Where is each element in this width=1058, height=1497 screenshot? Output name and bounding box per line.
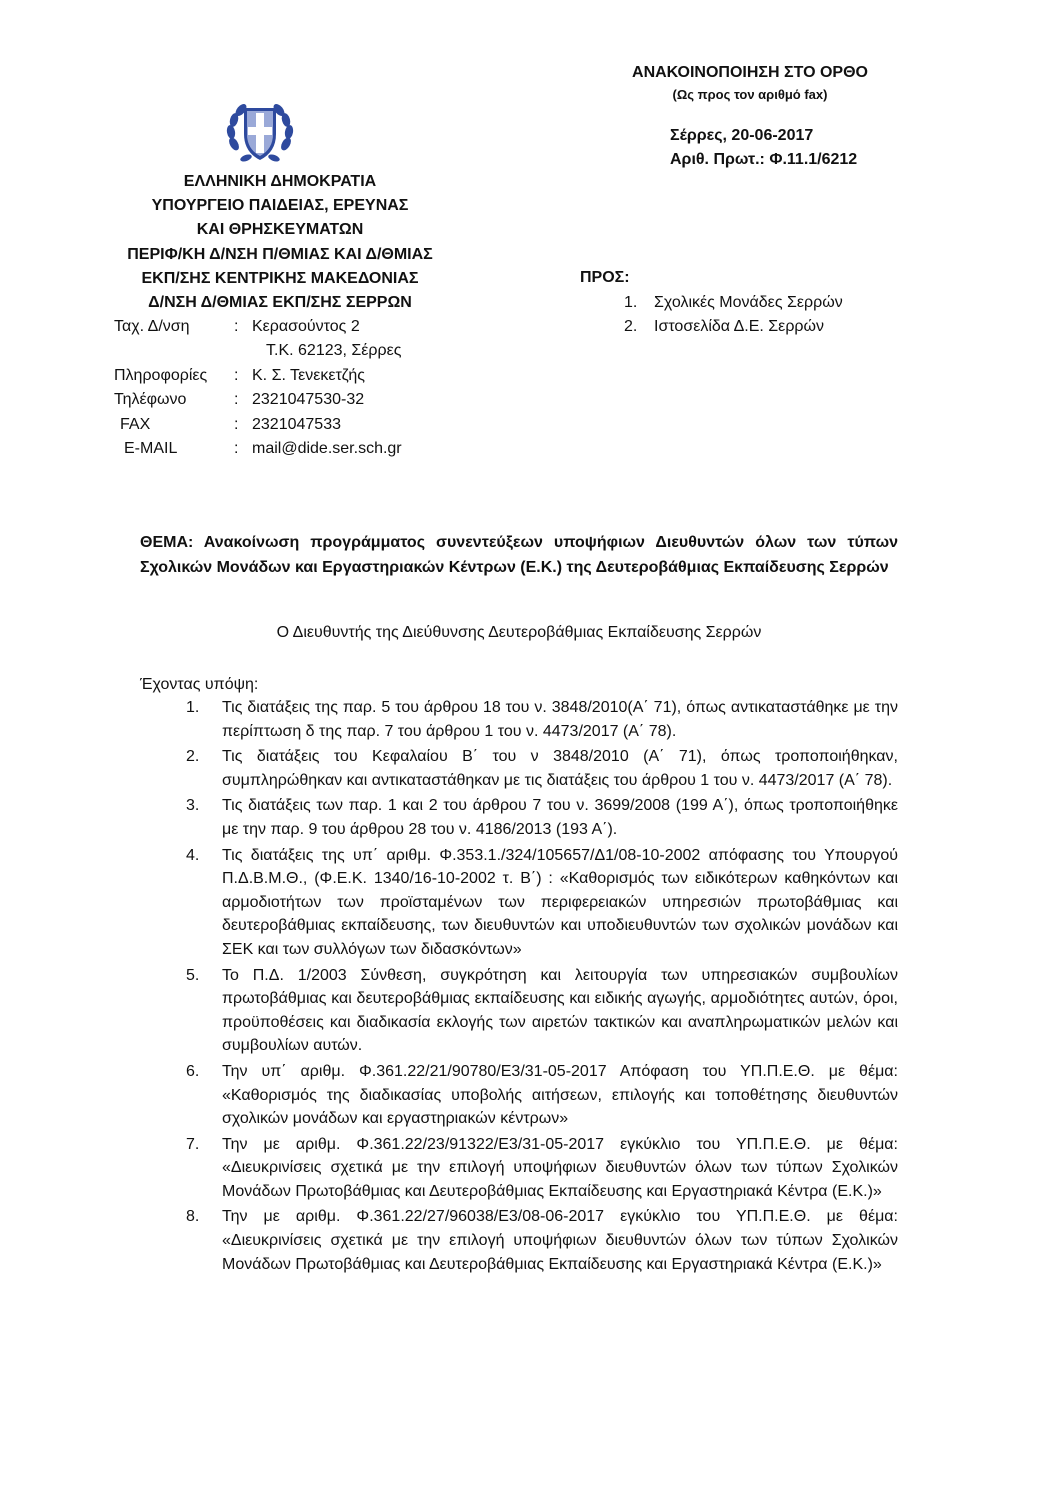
recipient-text: Ιστοσελίδα Δ.Ε. Σερρών xyxy=(654,318,825,336)
list-item xyxy=(186,1205,898,1276)
recipient-item xyxy=(624,291,843,315)
contact-row-postal xyxy=(114,339,402,363)
list-item xyxy=(186,964,898,1058)
list-item xyxy=(186,745,898,792)
recipient-item xyxy=(624,315,843,339)
contact-label: Τηλέφωνο xyxy=(114,391,187,409)
contact-label: E-MAIL xyxy=(124,439,178,457)
contact-row-email xyxy=(114,437,402,461)
contact-label: Πληροφορίες xyxy=(114,366,208,384)
item-text: Τις διατάξεις των παρ. 1 και 2 του άρθρου 7 του ν. 3699/2008 (199 Α΄), όπως τροποποιήθηκε με την παρ. 9 του άρθρου 28 του ν. 4186/2013 (193 Α΄). xyxy=(222,797,898,838)
contact-label: Ταχ. Δ/νση xyxy=(114,318,190,335)
item-text: Τις διατάξεις της υπ΄ αριθμ. Φ.353.1./324/105657/Δ1/08-10-2002 απόφασης του Υπουργού Π.Δ.Β.Μ.Θ., (Φ.Ε.Κ. 1340/16-10-2002 τ. Β΄) : «Καθορισμός των ειδικότερων καθηκόντων και αρμοδιοτήτων των προϊσταμένων των περιφερειακών υπηρεσιών πρωτοβάθμιας και δευτεροβάθμιας εκπαίδευσης, των διευθυντών και υποδιευθυντών των σχολικών μονάδων και ΣΕΚ και των συλλόγων των διδασκόντων» xyxy=(222,846,898,958)
contact-value: Κ. Σ. Τενεκετζής xyxy=(252,366,365,384)
item-number: 1. xyxy=(186,699,200,716)
contact-colon: : xyxy=(234,391,239,409)
date-line: Σέρρες, 20-06-2017 xyxy=(670,127,814,144)
recipients-label: ΠΡΟΣ: xyxy=(580,269,630,286)
item-number: 5. xyxy=(186,966,200,984)
item-text: Το Π.Δ. 1/2003 Σύνθεση, συγκρότηση και λειτουργία των υπηρεσιακών συμβουλίων πρωτοβάθμιας και δευτεροβάθμιας εκπαίδευσης και ειδικής αγωγής, αρμοδιότητες αυτών, όροι, προϋποθέσεις και διαδικασία εκλογής των αιρετών τακτικών και αναπληρωματικών μελών και συμβουλίων αυτών. xyxy=(222,966,898,1055)
contact-value: 2321047533 xyxy=(252,415,341,433)
date-protocol-block xyxy=(670,124,857,172)
director-heading: Ο Διευθυντής της Διεύθυνσης Δευτεροβάθμιας Εκπαίδευσης Σερρών xyxy=(276,624,762,641)
contact-colon: : xyxy=(234,366,239,384)
item-number: 2. xyxy=(186,748,200,766)
authority-line: ΥΠΟΥΡΓΕΙΟ ΠΑΙΔΕΙΑΣ, ΕΡΕΥΝΑΣ xyxy=(151,197,409,215)
contact-row-info xyxy=(114,364,402,388)
contact-value: Κερασούντος 2 xyxy=(252,318,360,335)
item-text: Την υπ΄ αριθμ. Φ.361.22/21/90780/Ε3/31-05-2017 Απόφαση του ΥΠ.Π.Ε.Θ. με θέμα: «Καθορισμός της διαδικασίας υποβολής αιτήσεων, επιλογής και τοποθέτησης διευθυντών σχολικών μονάδων και εργαστηριακών κέντρων» xyxy=(222,1062,898,1128)
recipient-number: 1. xyxy=(624,294,638,311)
contact-colon: : xyxy=(234,415,239,433)
item-number: 7. xyxy=(186,1135,200,1153)
item-number: 6. xyxy=(186,1062,200,1080)
authority-line: ΕΛΛΗΝΙΚΗ ΔΗΜΟΚΡΑΤΙΑ xyxy=(183,173,377,190)
authority-line: ΠΕΡΙΦ/ΚΗ Δ/ΝΣΗ Π/ΘΜΙΑΣ ΚΑΙ Δ/ΘΜΙΑΣ xyxy=(127,245,433,263)
notice-title: ΑΝΑΚΟΙΝΟΠΟΙΗΣΗ ΣΤΟ ΟΡΘΟ xyxy=(632,64,868,81)
item-number: 8. xyxy=(186,1208,200,1226)
contact-details xyxy=(114,315,402,461)
authority-line: Δ/ΝΣΗ Δ/ΘΜΙΑΣ ΕΚΠ/ΣΗΣ ΣΕΡΡΩΝ xyxy=(148,294,412,312)
item-number: 4. xyxy=(186,846,200,864)
list-item xyxy=(186,1060,898,1131)
contact-value: Τ.Κ. 62123, Σέρρες xyxy=(266,342,402,360)
item-text: Τις διατάξεις της παρ. 5 του άρθρου 18 του ν. 3848/2010(Α΄ 71), όπως αντικαταστάθηκε με την περίπτωση δ της παρ. 7 του άρθρου 1 του ν. 4473/2017 (Α΄ 78). xyxy=(222,699,898,740)
contact-colon: : xyxy=(234,318,239,335)
subject-line: ΘΕΜΑ: Ανακοίνωση προγράμματος συνεντεύξεων υποψήφιων Διευθυντών όλων των τύπων Σχολικών Μονάδων και Εργαστηριακών Κέντρων (Ε.Κ.) της Δευτεροβάθμιας Εκπαίδευσης Σερρών xyxy=(140,534,898,576)
authority-line: ΚΑΙ ΘΡΗΣΚΕΥΜΑΤΩΝ xyxy=(196,221,364,239)
authority-line: ΕΚΠ/ΣΗΣ ΚΕΝΤΡΙΚΗΣ ΜΑΚΕΔΟΝΙΑΣ xyxy=(141,269,419,287)
issuing-authority xyxy=(90,170,470,315)
item-text: Την με αριθμ. Φ.361.22/23/91322/Ε3/31-05-2017 εγκύκλιο του ΥΠ.Π.Ε.Θ. με θέμα: «Διευκρινίσεις σχετικά με την επιλογή υποψήφιων διευθυντών όλων των τύπων Σχολικών Μονάδων Πρωτοβάθμιας και Δευτεροβάθμιας Εκπαίδευσης και Εργαστηριακά Κέντρα (Ε.Κ.)» xyxy=(222,1135,898,1200)
item-text: Τις διατάξεις του Κεφαλαίου Β΄ του ν 3848/2010 (Α΄ 71), όπως τροποποιήθηκαν, συμπληρώθηκαν και αντικαταστάθηκαν με τις διατάξεις του άρθρου 1 του ν. 4473/2017 (Α΄ 78). xyxy=(222,748,898,789)
list-item xyxy=(186,1133,898,1204)
notice-subtitle: (Ως προς τον αριθμό fax) xyxy=(672,87,828,102)
list-item xyxy=(186,794,898,841)
contact-colon: : xyxy=(234,439,239,457)
protocol-number: Αριθ. Πρωτ.: Φ.11.1/6212 xyxy=(670,151,858,168)
contact-label: FAX xyxy=(120,415,151,433)
contact-value: 2321047530-32 xyxy=(252,391,365,409)
contact-row-phone xyxy=(114,388,402,412)
email-link[interactable]: mail@dide.ser.sch.gr xyxy=(252,439,402,457)
notice-header xyxy=(560,62,940,106)
recipient-text: Σχολικές Μονάδες Σερρών xyxy=(654,294,843,311)
legal-references-list xyxy=(186,696,898,1278)
item-text: Την με αριθμ. Φ.361.22/27/96038/Ε3/08-06-2017 εγκύκλιο του ΥΠ.Π.Ε.Θ. με θέμα: «Διευκρινίσεις σχετικά με την επιλογή υποψήφιων διευθυντών όλων των τύπων Σχολικών Μονάδων Πρωτοβάθμιας και Δευτεροβάθμιας Εκπαίδευσης και Εργαστηριακά Κέντρα (Ε.Κ.)» xyxy=(222,1208,898,1273)
contact-row-address xyxy=(114,315,402,339)
list-item xyxy=(186,696,898,743)
contact-row-fax xyxy=(114,413,402,437)
considering-heading: Έχοντας υπόψη: xyxy=(140,676,259,693)
list-item xyxy=(186,844,898,962)
recipients-list xyxy=(624,291,843,340)
greek-coat-of-arms-icon xyxy=(222,94,298,170)
item-number: 3. xyxy=(186,797,200,815)
recipient-number: 2. xyxy=(624,318,638,336)
